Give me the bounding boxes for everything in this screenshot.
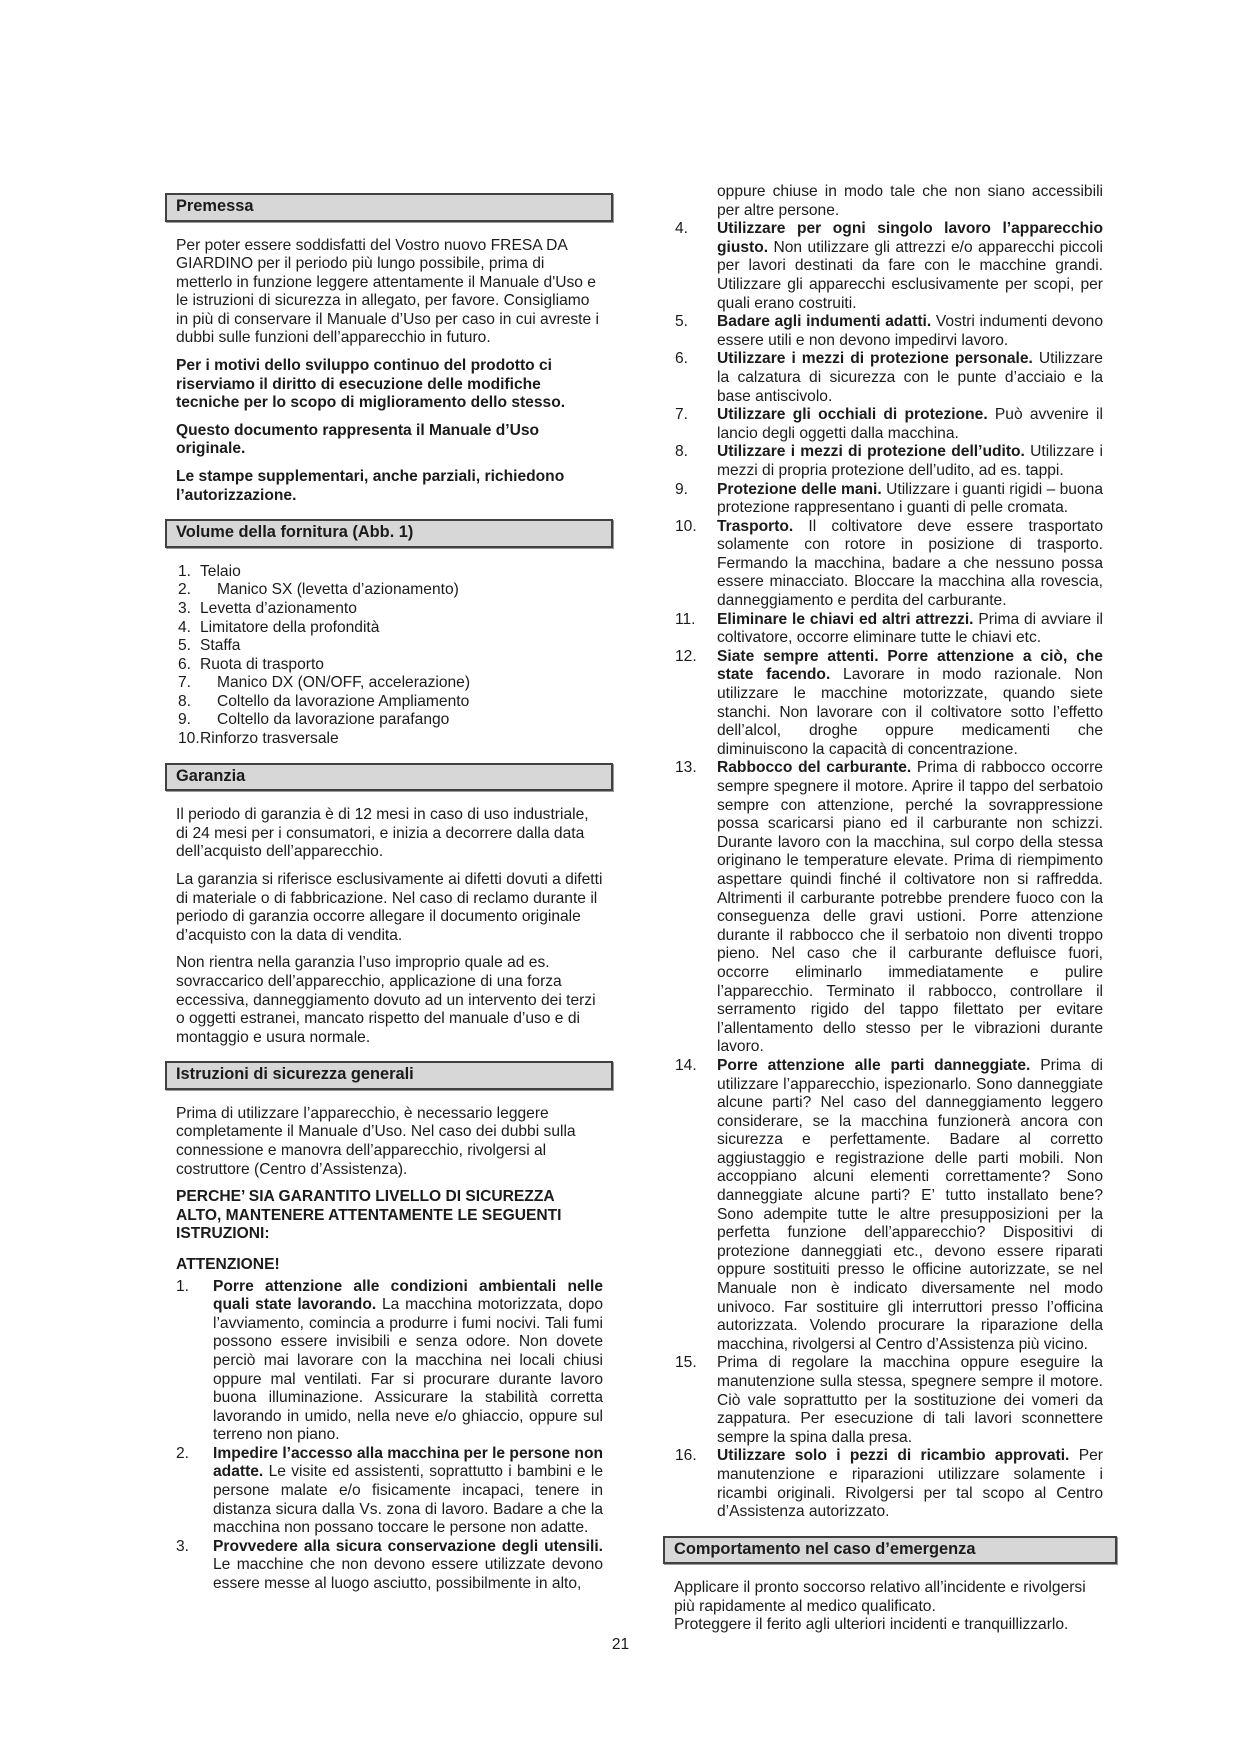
item-number: 10. <box>178 730 200 748</box>
paragraph: La garanzia si riferisce esclusivamente ai difetti dovuti a difetti di materiale o di fabbricazione. Nel caso di reclamo durante il periodo di garanzia occorre allegare il documento originale d’acquisto con la data di vendita. <box>176 870 603 944</box>
paragraph-bold: Questo documento rappresenta il Manuale d’Uso originale. <box>176 421 540 458</box>
item-number: 9. <box>178 711 192 729</box>
item-bold-lead: Impedire l’accesso alla macchina per le persone non adatte. <box>213 1444 604 1481</box>
paragraph: Proteggere il ferito agli ulteriori incidenti e tranquillizzarlo. <box>674 1616 1069 1634</box>
item-text: Prima di avviare il coltivatore, occorre eliminare tutte le chiavi etc. <box>717 610 1103 647</box>
item-text: Per manutenzione e riparazioni utilizzare solamente i ricambi originali. Rivolgersi per tal scopo al Centro d’Assistenza autorizzato. <box>717 1447 1103 1521</box>
list-item <box>675 406 1103 443</box>
section-header-premessa: Premessa <box>165 193 613 222</box>
safety-list-right <box>675 220 1103 1522</box>
continuation-text: oppure chiuse in modo tale che non siano accessibili per altre persone. <box>717 183 1103 219</box>
item-number: 13. <box>675 759 697 777</box>
attention-label: ATTENZIONE! <box>176 1255 280 1273</box>
safety-body-right <box>663 183 1117 1522</box>
paragraph-bold: Le stampe supplementari, anche parziali, richiedono l’autorizzazione. <box>176 468 565 504</box>
item-number: 14. <box>675 1056 697 1074</box>
item-bold-lead: Badare agli indumenti adatti. <box>717 313 932 331</box>
section-header-volume: Volume della fornitura (Abb. 1) <box>165 519 613 548</box>
item-text: Telaio <box>200 562 241 580</box>
garanzia-body <box>165 806 613 1047</box>
item-text: Levetta d’azionamento <box>200 599 357 617</box>
list-item <box>178 619 613 638</box>
list-item <box>675 350 1103 406</box>
list-item <box>176 1445 603 1538</box>
item-number: 6. <box>178 655 192 673</box>
list-item <box>675 1057 1103 1355</box>
item-number: 12. <box>675 647 697 665</box>
item-number: 2. <box>176 1444 190 1462</box>
paragraph: Prima di utilizzare l’apparecchio, è necessario leggere completamente il Manuale d’Uso. Nel caso dei dubbi sulla connessione e manovra dell’apparecchio, rivolgersi al costruttore (Centro d’Assistenza). <box>176 1104 576 1178</box>
paragraph: Applicare il pronto soccorso relativo all’incidente e rivolgersi più rapidamente al medico qualificato. <box>674 1579 1086 1615</box>
item-bold-lead: Eliminare le chiavi ed altri attrezzi. <box>717 610 974 628</box>
paragraph: Il periodo di garanzia è di 12 mesi in caso di uso industriale, di 24 mesi per i consumatori, e inizia a decorrere dalla data dell’acquisto dell’apparecchio. <box>176 806 589 861</box>
item-text: Coltello da lavorazione parafango <box>217 711 450 729</box>
item-number: 2. <box>178 581 192 599</box>
item-bold-lead: Utilizzare i mezzi di protezione dell’udito. <box>717 443 1025 461</box>
list-item <box>178 711 613 730</box>
item-text: Limitatore della profondità <box>200 618 380 636</box>
item-number: 3. <box>176 1537 190 1555</box>
list-item <box>675 443 1103 480</box>
item-number: 11. <box>675 610 696 628</box>
item-number: 10. <box>675 517 697 535</box>
list-item <box>675 759 1103 1057</box>
item-number: 4. <box>675 220 689 238</box>
list-item <box>178 637 613 656</box>
item-bold-lead: Utilizzare solo i pezzi di ricambio approvati. <box>717 1447 1070 1465</box>
item-number: 1. <box>176 1277 190 1295</box>
item-text: Utilizzare i guanti rigidi – buona protezione rappresentano i guanti di pelle cromata. <box>717 480 1103 517</box>
item-bold-lead: Rabbocco del carburante. <box>717 759 912 777</box>
list-item <box>178 581 613 600</box>
item-number: 8. <box>675 443 689 461</box>
list-item <box>675 220 1103 313</box>
warning-text: PERCHE’ SIA GARANTITO LIVELLO DI SICUREZZA ALTO, MANTENERE ATTENTAMENTE LE SEGUENTI ISTRUZIONI: <box>176 1188 562 1243</box>
item-bold-lead: Provvedere alla sicura conservazione degli utensili. <box>213 1537 603 1555</box>
volume-list <box>165 563 613 749</box>
paragraph-bold: Per i motivi dello sviluppo continuo del prodotto ci riserviamo il diritto di esecuzione delle modifiche tecniche per lo scopo di miglioramento dello stesso. <box>176 357 566 412</box>
list-item <box>675 481 1103 518</box>
item-text: Staffa <box>200 637 241 655</box>
item-text: Utilizzare la calzatura di sicurezza con le punte d’acciaio e la base antiscivolo. <box>717 350 1103 405</box>
list-item <box>675 313 1103 350</box>
list-item <box>675 648 1103 760</box>
item-text: Può avvenire il lancio degli oggetti dalla macchina. <box>717 406 1103 442</box>
item-text: Manico DX (ON/OFF, accelerazione) <box>217 674 471 692</box>
comportamento-body <box>663 1579 1117 1635</box>
item-bold-lead: Utilizzare per ogni singolo lavoro l’apparecchio giusto. <box>717 220 1103 256</box>
item-text: Le macchine che non devono essere utilizzate devono essere messe al luogo asciutto, possibilmente in alto, <box>213 1556 603 1593</box>
item-bold-lead: Porre attenzione alle parti danneggiate. <box>717 1056 1031 1074</box>
item-text: Lavorare in modo razionale. Non utilizzare le macchine motorizzate, quando siete stanchi. Non lavorare con il coltivatore sotto l’effetto dell’alcol, droghe oppure medicamenti che diminuiscono la capacità di concentrazione. <box>717 666 1103 758</box>
item-text: Manico SX (levetta d’azionamento) <box>217 581 459 599</box>
item-text: Prima di regolare la macchina oppure eseguire la manutenzione sulla stessa, spegnere sempre il motore. Ciò vale soprattutto per la sostituzione dei vomeri da zappatura. Per esecuzione di tali lavori sconnettere sempre la spina dalla presa. <box>717 1354 1103 1446</box>
item-number: 9. <box>675 480 689 498</box>
item-number: 3. <box>178 599 192 617</box>
item-bold-lead: Utilizzare i mezzi di protezione personale. <box>717 350 1033 368</box>
list-item <box>176 1278 603 1445</box>
list-item <box>178 656 613 675</box>
list-item <box>176 1538 603 1594</box>
item-text: Prima di utilizzare l’apparecchio, ispezionarlo. Sono danneggiate alcune parti? Nel caso del danneggiamento leggero considerare, se la macchina funzionerà ancora con sicurezza e perfettamente. Badare al corretto aggiustaggio e registrazione delle parti mobili. Non accoppiano alcuni elementi correttamente? Sono danneggiate alcune parti? E’ tutto installato bene? Sono adempite tutte le altre presupposizioni per la perfetta funzione dell’apparecchio? Dispositivi di protezione danneggiati etc., devono essere riparati oppure sostituiti presso le officine autorizzate, se nel Manuale non è indicato diversamente nel modo univoco. Far sostituire gli interruttori presso l’officina autorizzata. Volendo procurare la riparazione della macchina, rivolgersi al Centro d’Assistenza più vicino. <box>717 1056 1103 1353</box>
item-bold-lead: Protezione delle mani. <box>717 480 882 498</box>
item-number: 8. <box>178 692 192 710</box>
item-number: 4. <box>178 618 192 636</box>
item-number: 5. <box>178 637 192 655</box>
item-bold-lead: Trasporto. <box>717 517 794 535</box>
item-number: 16. <box>675 1447 697 1465</box>
item-number: 1. <box>178 562 192 580</box>
list-item <box>675 1354 1103 1447</box>
right-column <box>663 183 1117 1635</box>
section-header-garanzia: Garanzia <box>165 763 613 792</box>
premessa-body <box>165 237 613 506</box>
item-number: 7. <box>675 406 689 424</box>
item-text: Rinforzo trasversale <box>200 730 339 748</box>
list-item <box>178 600 613 619</box>
list-item <box>178 693 613 712</box>
item-text: Non utilizzare gli attrezzi e/o apparecchi piccoli per lavori destinati da fare con le macchine grandi. Utilizzare gli apparecchi esclusivamente per scopi, per quali erano costruiti. <box>717 238 1103 312</box>
paragraph: Per poter essere soddisfatti del Vostro nuovo FRESA DA GIARDINO per il periodo più lungo possibile, prima di metterlo in funzione leggere attentamente il Manuale d'Uso e le istruzioni di sicurezza in allegato, per favore. Consigliamo in più di conservare il Manuale d’Uso per caso in cui avreste i dubbi sulle funzioni dell’apparecchio in futuro. <box>176 236 599 347</box>
item-number: 5. <box>675 313 689 331</box>
item-text: Prima di rabbocco occorre sempre spegnere il motore. Aprire il tappo del serbatoio sempre con attenzione, perché la sovrappressione possa scaricarsi piano ed il carburante non schizzi. Durante lavoro con la macchina, sul corpo della stessa originano le temperature elevate. Prima di riempimento aspettare quindi finché il coltivatore non si raffredda. Altrimenti il carburante potrebbe prendere fuoco con la conseguenza delle gravi ustioni. Porre attenzione durante il rabbocco che il serbatoio non diventi troppo pieno. Nel caso che il carburante defluisce fuori, occorre eliminarlo immediatamente e pulire l’apparecchio. Terminato il rabbocco, controllare il serramento rigido del tappo filettato per evitare l’allentamento dello stesso per le vibrazioni durante lavoro. <box>717 759 1103 1056</box>
item-text: Vostri indumenti devono essere utili e non devono impedirvi lavoro. <box>717 313 1103 349</box>
item-text: Utilizzare i mezzi di propria protezione dell’udito, ad es. tappi. <box>717 443 1103 479</box>
item-bold-lead: Porre attenzione alle condizioni ambientali nelle quali state lavorando. <box>213 1277 603 1314</box>
item-number: 7. <box>178 674 192 692</box>
section-header-comportamento: Comportamento nel caso d’emergenza <box>663 1536 1117 1565</box>
item-text: Il coltivatore deve essere trasportato solamente con rotore in posizione di trasporto. Fermando la macchina, badare a che nessuno possa essere minacciato. Bloccare la macchina alla rovescia, danneggiamento e perdita del carburante. <box>717 517 1104 610</box>
list-item <box>675 1447 1103 1521</box>
list-item <box>178 674 613 693</box>
list-item <box>675 518 1103 611</box>
item-number: 6. <box>675 350 689 368</box>
left-column <box>165 193 613 1594</box>
page-number: 21 <box>611 1636 630 1653</box>
item-text: Ruota di trasporto <box>200 655 324 673</box>
item-text: Le visite ed assistenti, soprattutto i bambini e le persone malate e/o fisicamente incapaci, tenere in distanza sicura dalla Vs. zona di lavoro. Badare a che la macchina non possano toccare le persone non adatte. <box>213 1463 603 1537</box>
item-number: 15. <box>675 1354 697 1372</box>
item-text: Coltello da lavorazione Ampliamento <box>217 692 470 710</box>
item-bold-lead: Utilizzare gli occhiali di protezione. <box>717 406 988 424</box>
list-item <box>178 563 613 582</box>
section-header-istruzioni: Istruzioni di sicurezza generali <box>165 1061 613 1090</box>
list-item <box>675 611 1103 648</box>
paragraph: Non rientra nella garanzia l’uso improprio quale ad es. sovraccarico dell’apparecchio, applicazione di una forza eccessiva, danneggiamento dovuto ad un intervento dei terzi o oggetti estranei, mancato rispetto del manuale d’uso e di montaggio e usura normale. <box>176 954 596 1046</box>
list-item <box>178 730 613 749</box>
item-text: La macchina motorizzata, dopo l’avviamento, comincia a produrre i fumi nocivi. Tali fumi possono essere invisibili e senza odore. Non dovete perciò mai lavorare con la macchina nei locali chiusi oppure mal ventilati. Far si procurare durante lavoro buona illuminazione. Assicurare la stabilità corretta lavorando in umido, nella neve e/o ghiaccio, oppure sul terreno non piano. <box>213 1296 604 1444</box>
safety-list-left <box>176 1278 603 1594</box>
istruzioni-body <box>165 1105 613 1594</box>
item-bold-lead: Siate sempre attenti. Porre attenzione a ciò, che state facendo. <box>717 647 1103 684</box>
